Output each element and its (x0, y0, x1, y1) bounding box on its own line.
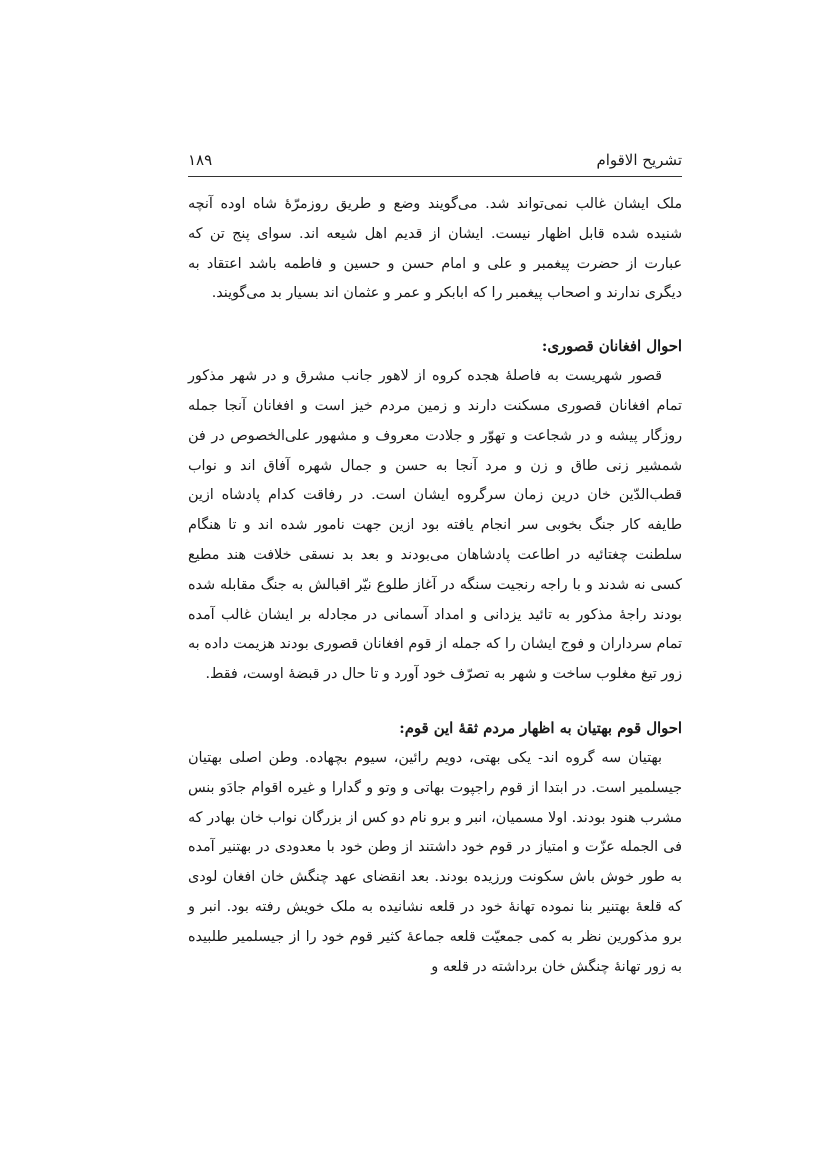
paragraph-1: ملک ایشان غالب نمی‌تواند شد. می‌گویند وضع و طریق روزمرّهٔ شاه اوده آنچه شنیده شده قابل اظهار نیست. ایشان از قدیم اهل شیعه اند. سوای پنج تن که عبارت از حضرت پیغمبر و علی و امام حسن و حسین و فاطمه باشد اعتقاد به دیگری ندارند و اصحاب پیغمبر را که ابابکر و عمر و عثمان اند بسیار بد می‌گویند. (188, 196, 682, 302)
section-heading-qasuri: احوال افغانان قصوری: (541, 338, 682, 356)
page-number: ۱۸۹ (188, 151, 213, 169)
paragraph-2: قصور شهریست به فاصلهٔ هجده کروه از لاهور جانب مشرق و در شهر مذکور تمام افغانان قصوری مسکنت دارند و زمین مردم خیز است و افغانان آنجا جمله روزگار پیشه و در شجاعت و تهوّر و جلادت معروف و مشهور علی‌الخصوص در فن شمشیر زنی طاق و زن و مرد آنجا به حسن و جمال شهره آفاق اند و نواب قطب‌الدّین خان درین زمان سرگروه ایشان است. در رفاقت کدام پادشاه ازین طایفه کار جنگ بخوبی سر انجام یافته بود ازین جهت نامور شده اند و تا هنگام سلطنت چغتائیه در اطاعت پادشاهان می‌بودند و بعد بد نسقی خلافت هند مطیع کسی نه شدند و با راجه رنجیت سنگه در آغاز طلوع نیّر اقبالش به جنگ مقابله شده بودند راجهٔ مذکور به تائید یزدانی و امداد آسمانی در مجادله بر ایشان غالب آمده تمام سرداران و فوج ایشان را که جمله از قوم افغانان قصوری بودند هزیمت داده به زور تیغ مغلوب ساخت و شهر به تصرّف خود آورد و تا حال در قبضهٔ اوست، فقط. (188, 368, 682, 683)
running-title: تشریح الاقوام (596, 151, 682, 169)
section-heading-bhattian: احوال قوم بهتیان به اظهار مردم ثقهٔ این قوم: (399, 719, 682, 737)
body-text (188, 190, 682, 982)
header-rule (188, 176, 682, 177)
paragraph-3: بهتیان سه گروه اند- یکی بهتی، دویم رائین، سیوم بچهاده. وطن اصلی بهتیان جیسلمیر است. در ابتدا از قوم راجپوت بهاتی و وتو و گدارا و غیره اقوام جادَو بنس مشرب هنود بودند. اولا مسمیان، انبر و برو نام دو کس از بزرگان نواب خان بهادر که فی الجمله عزّت و امتیاز در قوم خود داشتند از وطن خود با معدودی در بهتنیر آمده به طور خوش باش سکونت ورزیده بودند. بعد انقضای عهد چنگش خان افغان لودی که قلعهٔ بهتنیر بنا نموده تهانهٔ خود در قلعه نشانیده به ملک خویش رفته بود. انبر و برو مذکورین نظر به کمی جمعیّت قلعه جماعهٔ کثیر قوم خود را از جیسلمیر طلبیده به زور تهانهٔ چنگش خان برداشته در قلعه و (188, 749, 682, 975)
running-head (188, 150, 682, 170)
